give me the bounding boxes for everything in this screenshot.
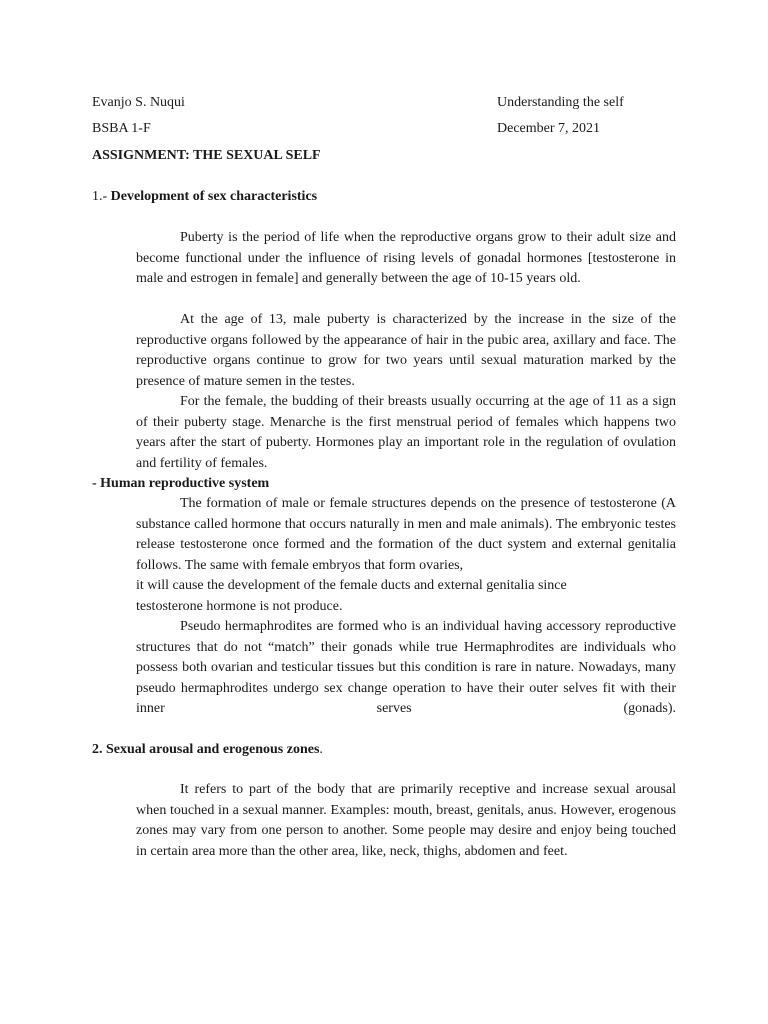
paragraph-text: testosterone hormone is not produce. — [136, 599, 343, 614]
paragraph-female-puberty — [136, 392, 676, 474]
paragraph-text: it will cause the development of the female ducts and external genitalia since — [136, 578, 567, 593]
paragraph-erogenous-zones — [136, 780, 676, 862]
assignment-title: ASSIGNMENT: THE SEXUAL SELF — [92, 148, 321, 163]
class-section: BSBA 1-F — [92, 121, 151, 136]
paragraph-text: Pseudo hermaphrodites are formed who is an individual having accessory reproductive structures that do not “match” their gonads while true Hermaphrodites are individuals who possess both ovarian and testicular tissues but this condition is rare in nature. Nowadays, many pseudo hermaphrodites undergo sex change operation to have their outer selves fit with their inner serves (gonads). — [136, 619, 676, 716]
section-1-number: 1.- — [92, 189, 111, 204]
section-2-title: 2. Sexual arousal and erogenous zones — [92, 742, 320, 757]
assignment-date: December 7, 2021 — [497, 121, 601, 136]
paragraph-text: At the age of 13, male puberty is characterized by the increase in the size of the reproductive organs followed by the appearance of hair in the pubic area, axillary and face. The reproductive organs continue to grow for two years until sexual maturation marked by the presence of mature semen in the testes. — [136, 312, 676, 389]
section-2-heading — [92, 741, 323, 759]
paragraph-puberty — [136, 228, 676, 290]
paragraph-formation — [136, 494, 676, 576]
subject-title: Understanding the self — [497, 95, 624, 110]
paragraph-text: Puberty is the period of life when the reproductive organs grow to their adult size and become functional under the influence of rising levels of gonadal hormones [testosterone in male and estrogen in female] and generally between the age of 10-15 years old. — [136, 230, 676, 286]
paragraph-text: It refers to part of the body that are primarily receptive and increase sexual arousal when touched in a sexual manner. Examples: mouth, breast, genitals, anus. However, erogenous zones may vary from one person to another. Some people may desire and enjoy being touched in certain area more than the other area, like, neck, thighs, abdomen and feet. — [136, 782, 676, 859]
section-1-title: Development of sex characteristics — [110, 189, 318, 204]
paragraph-male-puberty — [136, 310, 676, 392]
section-2-period: . — [319, 742, 323, 757]
paragraph-text: The formation of male or female structures depends on the presence of testosterone (A substance called hormone that occurs naturally in men and male animals). The embryonic testes release testosterone once formed and the formation of the duct system and external genitalia follows. The same with female embryos that form ovaries, — [136, 496, 676, 573]
paragraph-formation-cont — [136, 576, 676, 597]
subsection-heading: - Human reproductive system — [92, 476, 270, 491]
paragraph-formation-end — [136, 597, 676, 618]
author-name: Evanjo S. Nuqui — [92, 95, 185, 110]
paragraph-hermaphrodites — [136, 617, 676, 720]
paragraph-text: For the female, the budding of their breasts usually occurring at the age of 11 as a sign of their puberty stage. Menarche is the first menstrual period of females which happens two years after the start of puberty. Hormones play an important role in the regulation of ovulation and fertility of females. — [136, 394, 676, 471]
section-1-heading — [92, 188, 317, 206]
